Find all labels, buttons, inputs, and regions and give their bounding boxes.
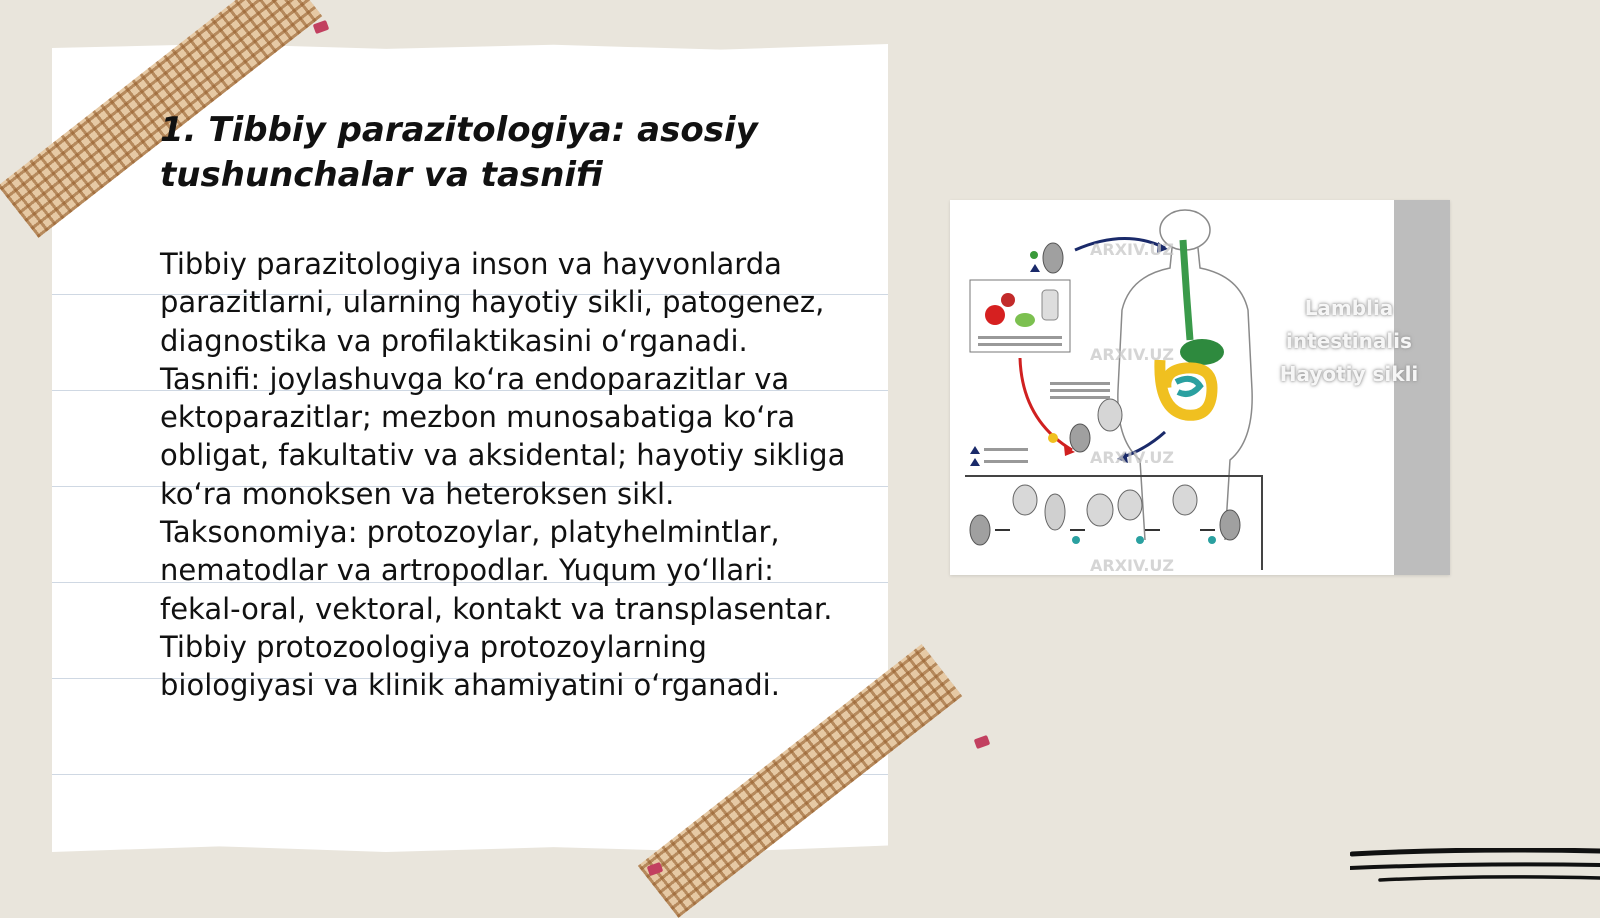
pin-icon <box>313 20 330 34</box>
pin-icon <box>974 735 991 749</box>
figure-caption: Lamblia intestinalis Hayotiy sikli <box>1279 296 1419 386</box>
lifecycle-figure <box>950 200 1450 575</box>
watermark-text: ARXIV.UZ <box>1090 240 1174 259</box>
watermark-text: ARXIV.UZ <box>1090 448 1174 467</box>
decorative-brush-lines <box>1350 848 1600 888</box>
watermark-text: ARXIV.UZ <box>1090 556 1174 575</box>
watermark-text: ARXIV.UZ <box>1090 345 1174 364</box>
slide-body-text: Tibbiy parazitologiya inson va hayvonlarda parazitlarni, ularning hayotiy sikli, patogenez, diagnostika va profilaktikasini oʻrganadi. Tasnifi: joylashuvga koʻra endoparazitlar va ektoparazitlar; mezbon munosabatiga koʻra obligat, fakultativ va aksidental; hayotiy sikliga koʻra monoksen va heteroksen sikl. Taksonomiya: protozoylar, platyhelmintlar, nematodlar va artropodlar. Yuqum yoʻllari: fekal-oral, vektoral, kontakt va transplasentar. Tibbiy protozoologiya protozoylarning biologiyasi va klinik ahamiyatini oʻrganadi. <box>160 247 846 703</box>
slide-title: 1. Tibbiy parazitologiya: asosiy tushunchalar va tasnifi <box>160 110 758 195</box>
